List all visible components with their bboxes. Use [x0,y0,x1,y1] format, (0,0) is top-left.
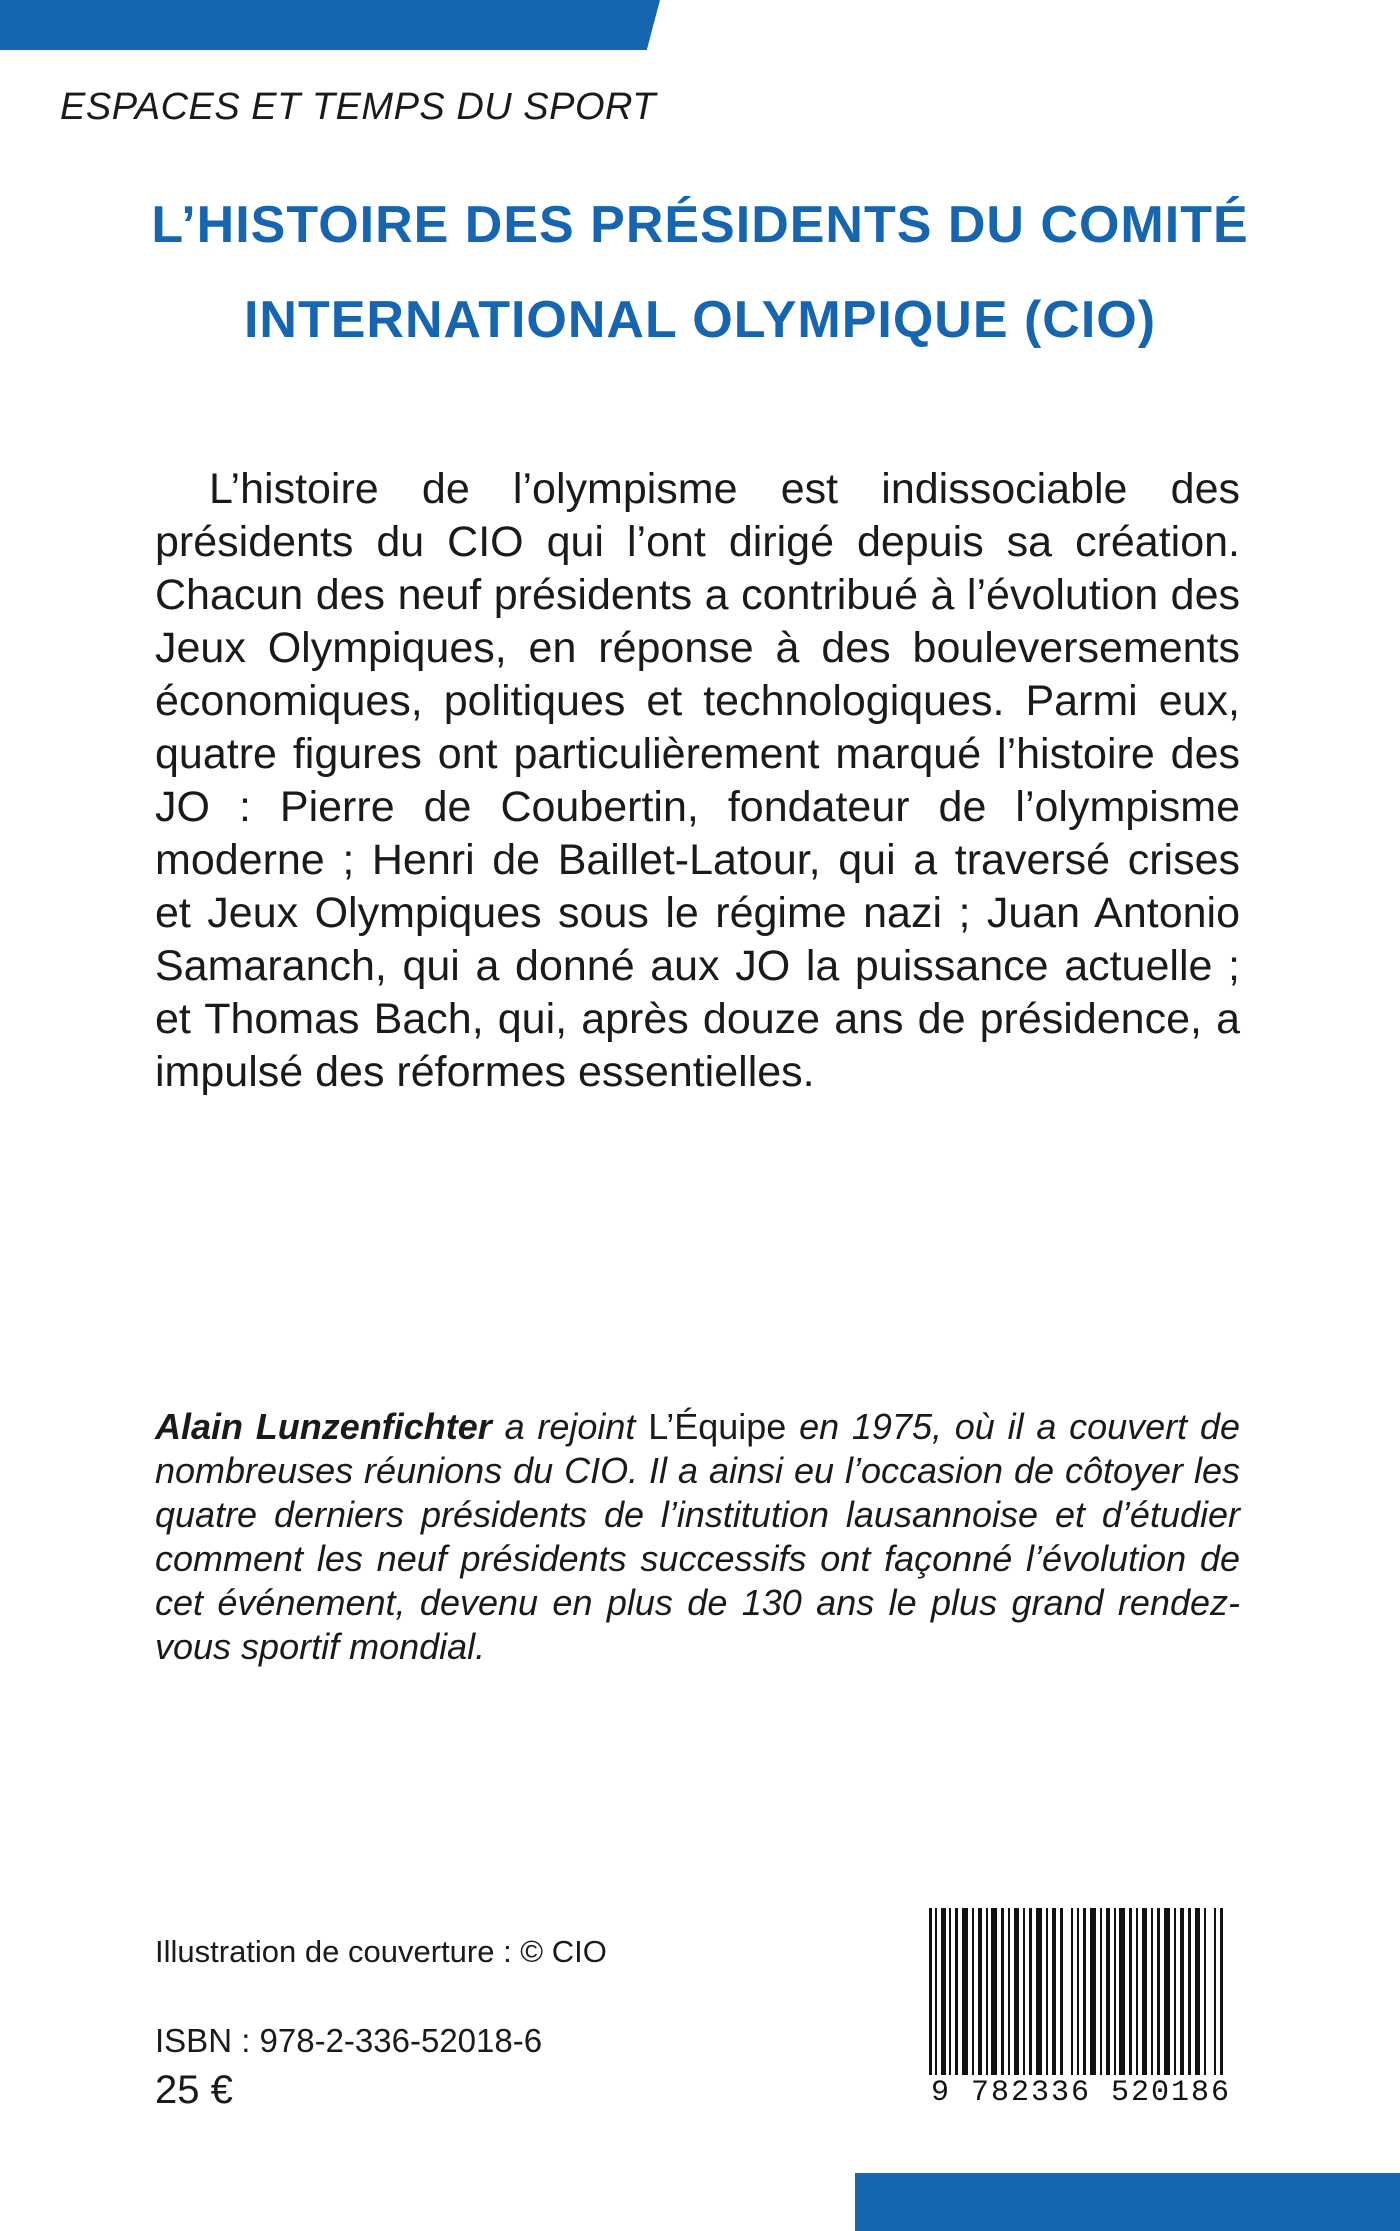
barcode-digits: 9 782336 520186 [925,2075,1237,2111]
journal-name: L’Équipe [648,1406,787,1447]
author-bio [155,1405,1240,1669]
isbn-number: ISBN : 978-2-336-52018-6 [155,2022,543,2059]
bottom-accent-bar [855,2173,1400,2231]
author-bio-text-2: en 1975, où il a couvert de nombreuses réunions du CIO. Il a ainsi eu l’occasion de côtoyer les quatre derniers présidents de l’institution lausannoise et d’étudier comment les neuf présidents successifs ont façonné l’évolution de cet événement, devenu en plus de 130 ans le plus grand rendez-vous sportif mondial. [155,1406,1241,1667]
series-name: ESPACES ET TEMPS DU SPORT [60,86,656,128]
author-bio-text-1: a rejoint [491,1406,649,1447]
price: 25 € [155,2068,233,2112]
book-title-line-2: INTERNATIONAL OLYMPIQUE (CIO) [243,291,1157,349]
author-name: Alain Lunzenfichter [155,1406,492,1447]
barcode-icon [925,1908,1237,2098]
book-blurb: L’histoire de l’olympisme est indissociable des présidents du CIO qui l’ont dirigé depuis sa création. Chacun des neuf présidents a contribué à l’évolution des Jeux Olympiques, en réponse à des bouleversements économiques, politiques et technologiques. Parmi eux, quatre figures ont particulièrement marqué l’histoire des JO : Pierre de Coubertin, fondateur de l’olympisme moderne ; Henri de Baillet-Latour, qui a traversé crises et Jeux Olympiques sous le régime nazi ; Juan Antonio Samaranch, qui a donné aux JO la puissance actuelle ; et Thomas Bach, qui, après douze ans de présidence, a impulsé des réformes essentielles. [155,465,1240,1096]
book-title-line-1: L’HISTOIRE DES PRÉSIDENTS DU COMITÉ [151,196,1249,254]
illustration-credit: Illustration de couverture : © CIO [155,1934,607,1969]
book-title [60,178,1340,368]
top-accent-bar [0,0,660,50]
